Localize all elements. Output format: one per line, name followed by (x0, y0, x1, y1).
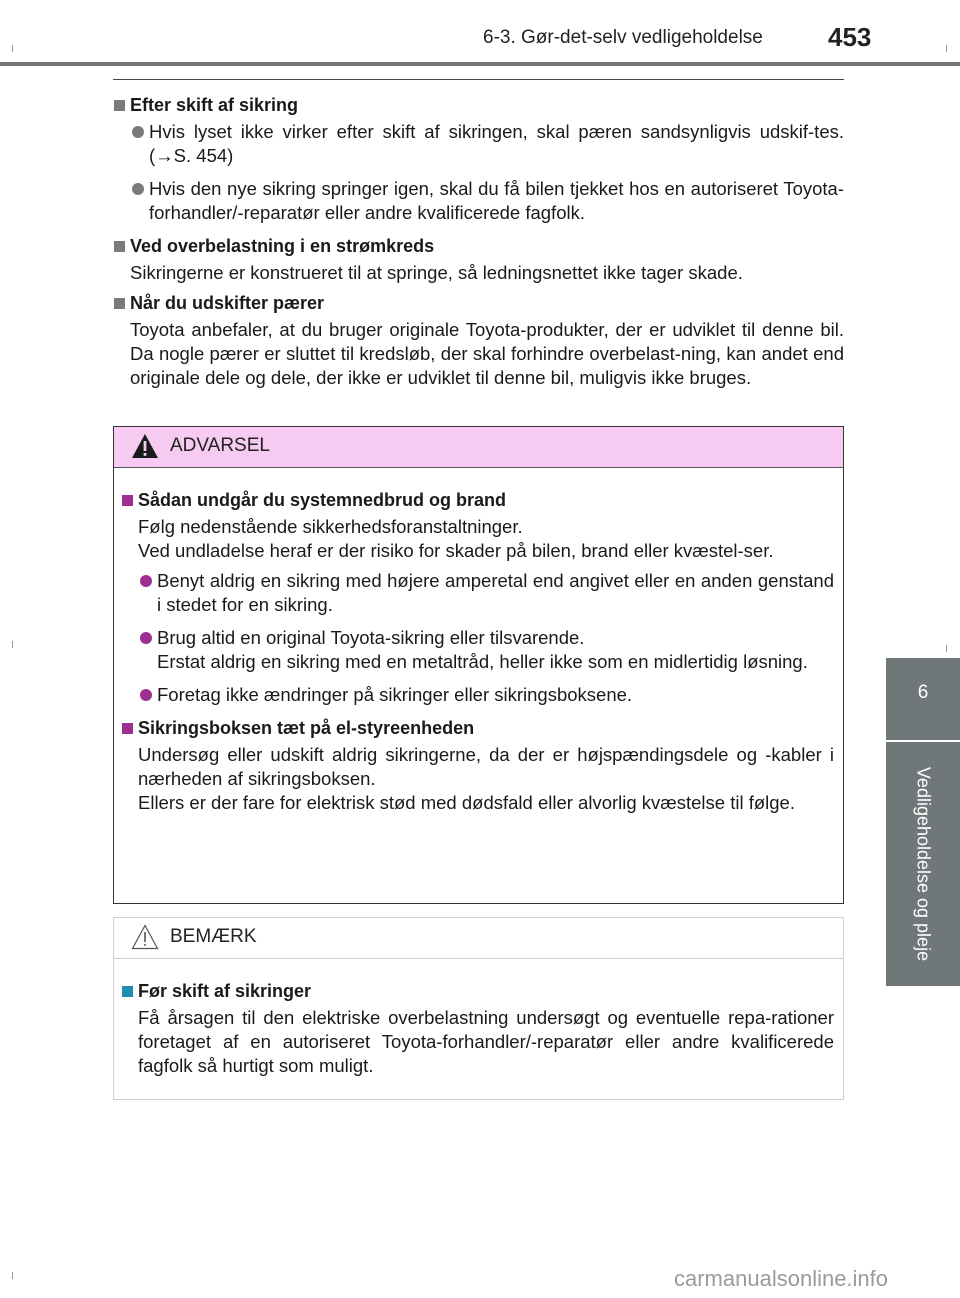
content-rule (113, 79, 844, 80)
square-bullet-icon (114, 100, 125, 111)
circle-bullet-icon (140, 575, 152, 587)
section-text: Sikringerne er konstrueret til at springe, så ledningsnettet ikke tager skade. (130, 262, 743, 283)
chapter-tab-divider (886, 740, 960, 742)
crop-mark (12, 641, 13, 648)
circle-bullet-icon (132, 126, 144, 138)
section-text: Undersøg eller udskift aldrig sikringerne, da der er højspændingsdele og -kabler i nærheden af sikringsboksen. Ellers er der fare for elektrisk stød med dødsfald eller alvorlig kvæstelse til følge. (138, 744, 834, 813)
crop-mark (12, 45, 13, 52)
section-heading: Ved overbelastning i en strømkreds (113, 234, 844, 258)
square-bullet-icon (114, 298, 125, 309)
crop-mark (946, 645, 947, 652)
section-heading: Før skift af sikringer (121, 979, 834, 1003)
square-bullet-icon (114, 241, 125, 252)
chapter-title: Vedligeholdelse og pleje (913, 766, 934, 962)
section-text: Få årsagen til den elektriske overbelastning undersøgt og eventuelle repa-rationer foretaget af en autoriseret Toyota-forhandler/-reparatør eller andre kvalificerede fagfolk så hurtigt som muligt. (138, 1007, 834, 1076)
bullet-item: Brug altid en original Toyota-sikring eller tilsvarende. Erstat aldrig en sikring med en metaltråd, heller ikke som en midlertidig løsning. (121, 626, 834, 674)
square-bullet-icon (122, 723, 133, 734)
section-efter-skift (113, 93, 844, 225)
notice-header (114, 918, 843, 959)
circle-bullet-icon (140, 689, 152, 701)
warning-body (114, 468, 843, 831)
section-heading: Efter skift af sikring (113, 93, 844, 117)
bullet-item: Benyt aldrig en sikring med højere amperetal end angivet eller en anden genstand i stedet for en sikring. (121, 569, 834, 617)
circle-bullet-icon (140, 632, 152, 644)
bullet-item: Hvis lyset ikke virker efter skift af sikringen, skal pæren sandsynligvis udskif-tes. (→S. 454) (113, 120, 844, 168)
square-bullet-icon (122, 495, 133, 506)
running-header: 6-3. Gør-det-selv vedligeholdelse (483, 27, 763, 48)
caution-triangle-icon (131, 924, 159, 950)
bullet-item: Hvis den nye sikring springer igen, skal du få bilen tjekket hos en autoriseret Toyota-forhandler/-reparatør eller andre kvalificerede fagfolk. (113, 177, 844, 225)
crop-mark (946, 45, 947, 52)
section-paerer (113, 291, 844, 390)
square-bullet-icon (122, 986, 133, 997)
section-heading: Når du udskifter pærer (113, 291, 844, 315)
notice-label: BEMÆRK (170, 926, 257, 947)
section-heading: Sikringsboksen tæt på el-styreenheden (121, 716, 834, 740)
chapter-number: 6 (917, 682, 929, 703)
section-overbelastning (113, 234, 844, 285)
page-number: 453 (828, 22, 872, 52)
section-heading: Sådan undgår du systemnedbrud og brand (121, 488, 834, 512)
crop-mark (12, 1272, 13, 1279)
notice-box (113, 917, 844, 1100)
warning-triangle-icon (131, 433, 159, 459)
watermark: carmanualsonline.info (674, 1266, 889, 1291)
chapter-tab (886, 658, 960, 986)
notice-body (114, 959, 843, 1094)
warning-box (113, 426, 844, 904)
section-text: Følg nedenstående sikkerhedsforanstaltninger. Ved undladelse heraf er der risiko for skader på bilen, brand eller kvæstel-ser. (138, 516, 774, 561)
bullet-item: Foretag ikke ændringer på sikringer eller sikringsboksene. (121, 683, 834, 707)
warning-label: ADVARSEL (170, 435, 270, 456)
circle-bullet-icon (132, 183, 144, 195)
section-text: Toyota anbefaler, at du bruger originale Toyota-produkter, der er udviklet til denne bil. Da nogle pærer er sluttet til kredsløb, der skal forhindre overbelast-ning, kan andet end originale dele og dele, der ikke er udviklet til denne bil, muligvis ikke bruges. (130, 319, 844, 388)
header-rule (0, 62, 960, 66)
main-content (113, 89, 844, 396)
warning-header (114, 427, 843, 468)
